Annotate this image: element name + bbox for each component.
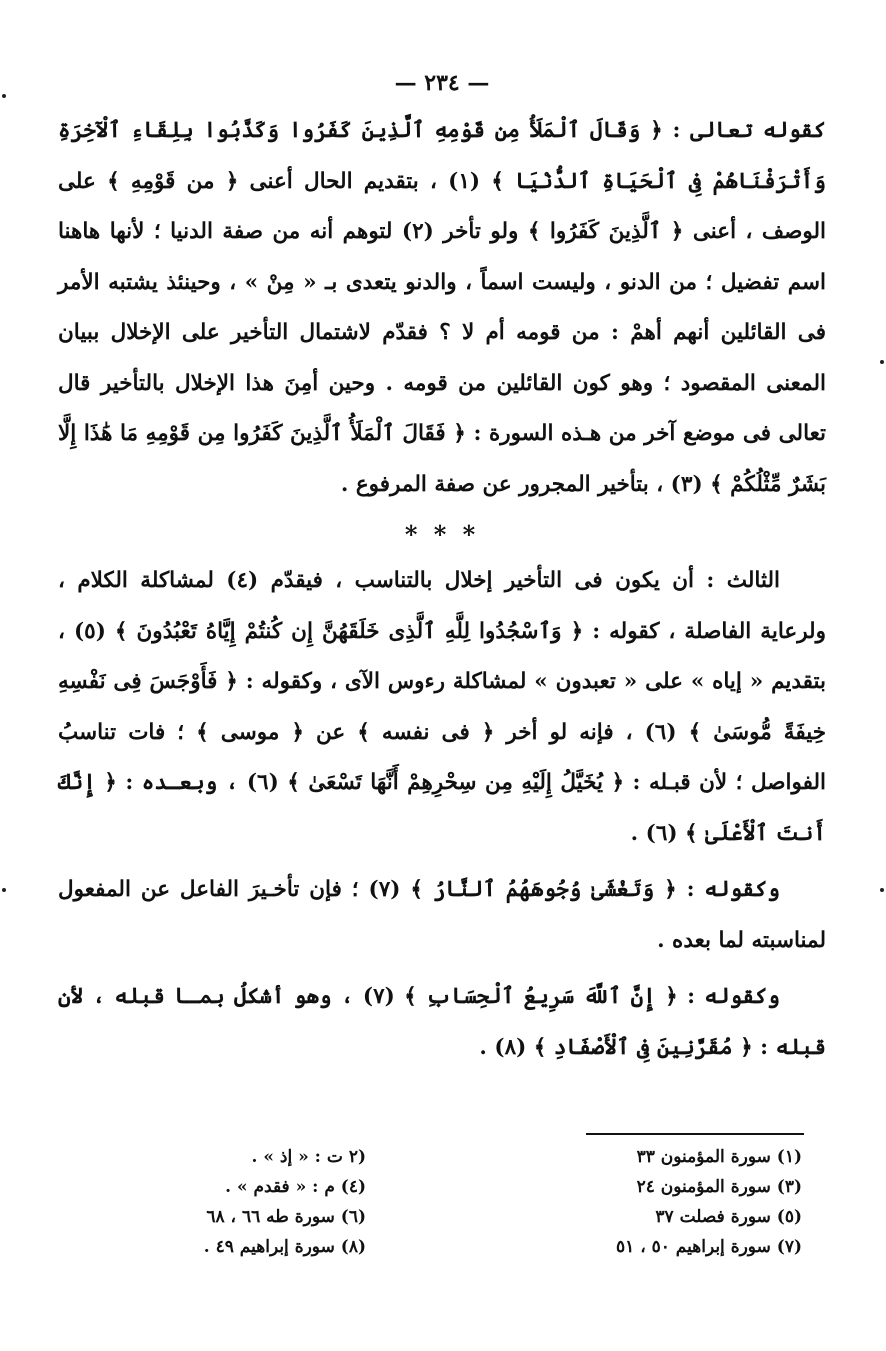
- footnote-7: (٧) سورة إبراهيم ٥٠ ، ٥١: [616, 1237, 802, 1257]
- section-separator: * * *: [404, 520, 480, 549]
- footnotes: [130, 1142, 802, 1262]
- footnote-6: (٦) سورة طه ٦٦ ، ٦٨: [206, 1207, 366, 1227]
- footnote-divider: [586, 1133, 804, 1135]
- page-body: [58, 70, 826, 1073]
- paragraph-1: كقوله تعالى : ﴿ وَقَالَ ٱلْمَلَأُ مِن قَوْمِهِ ٱلَّذِينَ كَفَرُوا وَكَذَّبُوا بِلِقَاءِ ٱلْآخِرَةِ وَأَتْرَفْنَاهُمْ فِى ٱلْحَيَاةِ ٱلدُّنْيَا ﴾ (١) ، بتقديم الحال أعنى ﴿ من قَوْمِهِ ﴾ على الوصف ، أعنى ﴿ ٱلَّذِينَ كَفَرُوا ﴾ ولو تأخر (٢) لتوهم أنه من صفة الدنيا ؛ لأنها هاهنا اسم تفضيل ؛ من الدنو ، وليست اسماً ، والدنو يتعدى بـ « مِنْ » ، وحينئذ يشتبه الأمر فى القائلين أنهم أهمْ : من قومه أم لا ؟ فقدّم لاشتمال التأخير على الإخلال ببيان المعنى المقصود ؛ وهو كون القائلين من قومه . وحين أمِنَ هذا الإخلال بالتأخير قال تعالى فى موضع آخر من هـذه السورة : ﴿ فَقَالَ ٱلْمَلَأُ ٱلَّذِينَ كَفَرُوا مِن قَوْمِهِ مَا هَٰذَا إِلَّا بَشَرٌ مِّثْلُكُمْ ﴾ (٣) ، بتأخير المجرور عن صفة المرفوع .: [58, 118, 827, 497]
- paragraph-2: الثالث : أن يكون فى التأخير إخلال بالتناسب ، فيقدّم (٤) لمشاكلة الكلام ، ولرعاية الفاصلة ، كقوله : ﴿ وَٱسْجُدُوا لِلَّهِ ٱلَّذِى خَلَقَهُنَّ إِن كُنتُمْ إِيَّاهُ تَعْبُدُونَ ﴾ (٥) ، بتقديم « إياه » على « تعبدون » لمشاكلة رءوس الآى ، وكقوله : ﴿ فَأَوْجَسَ فِى نَفْسِهِ خِيفَةً مُّوسَىٰ ﴾ (٦) ، فإنه لو أخر ﴿ فى نفسه ﴾ عن ﴿ موسى ﴾ ؛ فات تناسبُ الفواصل ؛ لأن قبـله : ﴿ يُخَيَّلُ إِلَيْهِ مِن سِحْرِهِمْ أَنَّهَا تَسْعَىٰ ﴾ (٦) ، وبعـده : ﴿ إِنَّكَ أَنتَ ٱلْأَعْلَىٰ ﴾ (٦) .: [58, 568, 826, 846]
- scan-mark: [880, 888, 884, 892]
- scan-mark: [2, 94, 6, 98]
- footnote-8: (٨) سورة إبراهيم ٤٩ .: [203, 1237, 366, 1257]
- footnote-4: (٤) م : « فقدم » .: [225, 1177, 366, 1197]
- page-number: — ٢٣٤ —: [394, 70, 490, 96]
- footnote-5: (٥) سورة فصلت ٣٧: [655, 1207, 802, 1227]
- footnote-2: (٢ ت : « إذ » .: [251, 1147, 366, 1167]
- footnote-1: (١) سورة المؤمنون ٣٣: [636, 1147, 802, 1167]
- scan-mark: [880, 360, 884, 364]
- scan-mark: [2, 888, 6, 892]
- footnote-3: (٣) سورة المؤمنون ٢٤: [636, 1177, 802, 1197]
- paragraph-3: وكقوله : ﴿ وَتَغْشَىٰ وُجُوهَهُمُ ٱلنَّارُ ﴾ (٧) ؛ فإن تأخـيرَ الفاعل عن المفعول لمناسبته لما بعده .: [58, 877, 826, 953]
- paragraph-4: وكقوله : ﴿ إِنَّ ٱللَّهَ سَرِيعُ ٱلْحِسَابِ ﴾ (٧) ، وهو أشكلُ بمـا قبله ، لأن قبله : ﴿ مُقَرَّنِينَ فِى ٱلْأَصْفَادِ ﴾ (٨) .: [58, 984, 826, 1060]
